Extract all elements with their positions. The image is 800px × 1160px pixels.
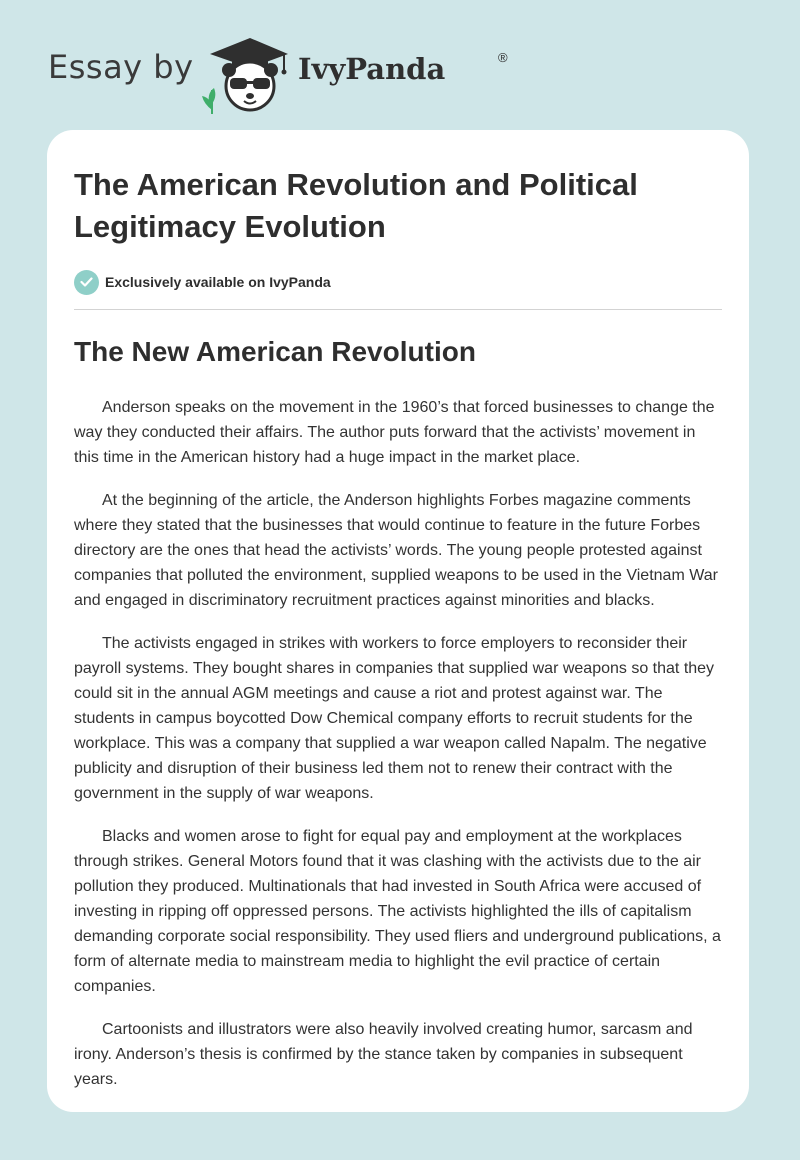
divider [74,309,722,310]
paragraph: Anderson speaks on the movement in the 1960’s that forced businesses to change the way they conducted their affairs. The author puts forward that the activists’ movement in this time in the American history had a huge impact in the market place. [74,399,715,466]
essay-content [74,164,724,1092]
paragraph: Blacks and women arose to fight for equal pay and employment at the workplaces through strikes. General Motors found that it was clashing with the activists due to the air pollution they produced. Multinationals that had invested in South Africa were accused of investing in ripping off oppressed persons. The activists highlighted the ills of capitalism demanding corporate social responsibility. They used fliers and underground publications, a form of alternate media to mainstream media to highlight the evil practice of certain companies. [74,828,721,995]
check-circle-icon [74,270,99,295]
paragraph: At the beginning of the article, the Anderson highlights Forbes magazine comments where they stated that the businesses that would continue to feature in the future Forbes directory are the ones that head the activists’ words. The young people protested against companies that polluted the environment, supplied weapons to be used in the Vietnam War and engaged in discriminatory recruitment practices against minorities and blacks. [74,492,718,609]
exclusive-badge [74,268,724,296]
brand-name[interactable]: IvyPanda [298,52,446,86]
panda-graduate-logo-icon[interactable] [200,34,292,114]
section-heading: The New American Revolution [74,336,476,367]
essay-card [47,130,749,1112]
brand-header [48,28,508,118]
paragraph: The activists engaged in strikes with workers to force employers to reconsider their payroll systems. They bought shares in companies that supplied war weapons so that they could sit in the annual AGM meetings and cause a riot and protest against war. The students in campus boycotted Dow Chemical company efforts to recruit students for the workplace. This was a company that supplied a war weapon called Napalm. The negative publicity and disruption of their business led them not to renew their contract with the government in the supply of war weapons. [74,635,715,802]
badge-text: Exclusively available on IvyPanda [105,274,331,290]
registered-mark: ® [498,50,508,65]
brand-prefix: Essay by [48,48,194,86]
paragraph: Cartoonists and illustrators were also heavily involved creating humor, sarcasm and irony. Anderson’s thesis is confirmed by the stance taken by companies in subsequent years. [74,1021,693,1088]
essay-title: The American Revolution and Political Legitimacy Evolution [74,167,638,244]
